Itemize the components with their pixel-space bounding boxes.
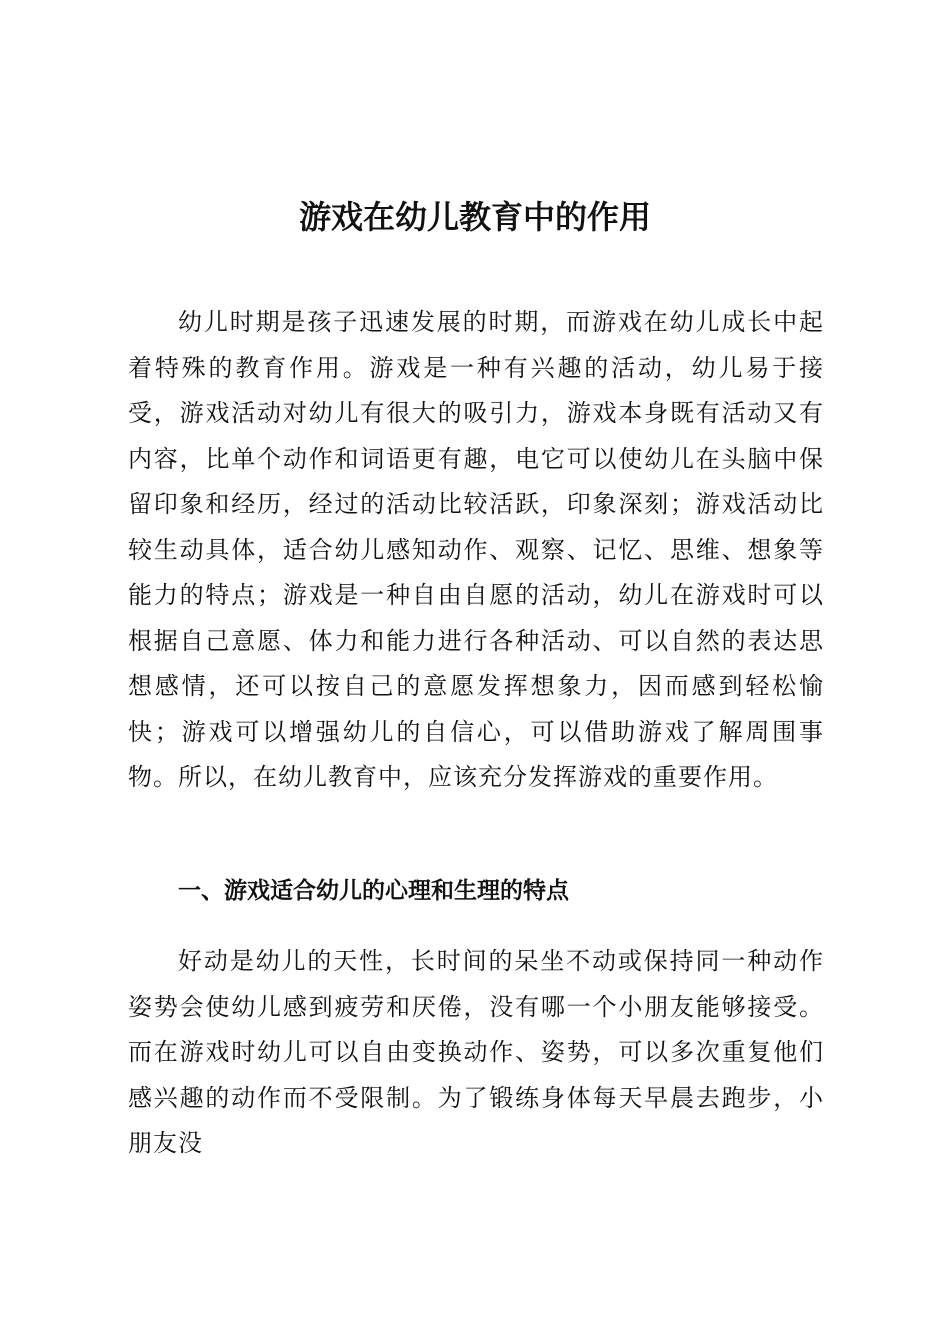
document-title: 游戏在幼儿教育中的作用 <box>298 198 651 237</box>
section-heading: 一、游戏适合幼儿的心理和生理的特点 <box>178 878 569 904</box>
section-paragraph: 好动是幼儿的天性，长时间的呆坐不动或保持同一种动作姿势会使幼儿感到疲劳和厌倦，没有哪一个小朋友能够接受。而在游戏时幼儿可以自由变换动作、姿势，可以多次重复他们感兴趣的动作而不受限制。为了锻练身体每天早晨去跑步，小朋友没 <box>128 947 824 1157</box>
intro-paragraph: 幼儿时期是孩子迅速发展的时期，而游戏在幼儿成长中起着特殊的教育作用。游戏是一种有兴趣的活动，幼儿易于接受，游戏活动对幼儿有很大的吸引力，游戏本身既有活动又有内容，比单个动作和词语更有趣，电它可以使幼儿在头脑中保留印象和经历，经过的活动比较活跃，印象深刻；游戏活动比较生动具体，适合幼儿感知动作、观察、记忆、思维、想象等能力的特点；游戏是一种自由自愿的活动，幼儿在游戏时可以根据自己意愿、体力和能力进行各种活动、可以自然的表达思想感情，还可以按自己的意愿发挥想象力，因而感到轻松愉快；游戏可以增强幼儿的自信心，可以借助游戏了解周围事物。所以，在幼儿教育中，应该充分发挥游戏的重要作用。 <box>128 308 824 791</box>
